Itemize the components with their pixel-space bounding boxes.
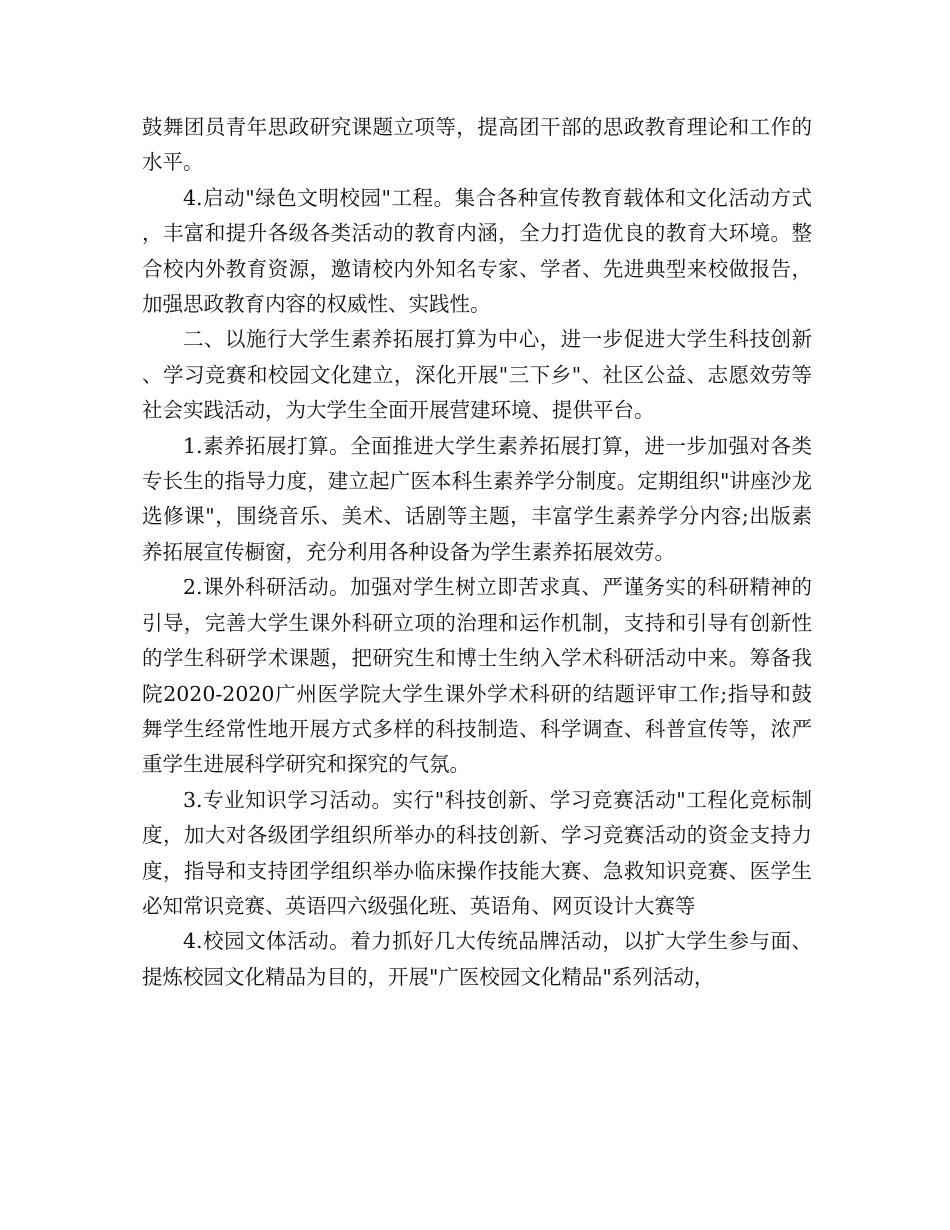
paragraph-quality-expansion: 1.素养拓展打算。全面推进大学生素养拓展打算，进一步加强对各类专长生的指导力度，建立起广医本科生素养学分制度。定期组织"讲座沙龙选修课"，围绕音乐、美术、话剧等主题，丰富学生素养学分内容;出版素养拓展宣传橱窗，充分利用各种设备为学生素养拓展效劳。: [142, 433, 812, 564]
paragraph-green-campus: 4.启动"绿色文明校园"工程。集合各种宣传教育载体和文化活动方式，丰富和提升各级各类活动的教育内涵，全力打造优良的教育大环境。整合校内外教育资源，邀请校内外知名专家、学者、先进典型来校做报告，加强思政教育内容的权威性、实践性。: [142, 185, 812, 317]
paragraph-campus-culture: 4.校园文体活动。着力抓好几大传统品牌活动，以扩大学生参与面、提炼校园文化精品为目的，开展"广医校园文化精品"系列活动，: [142, 929, 812, 989]
document-body: [142, 110, 812, 995]
paragraph-continuation: 鼓舞团员青年思政研究课题立项等，提高团干部的思政教育理论和工作的水平。: [142, 115, 812, 175]
paragraph-professional-learning: 3.专业知识学习活动。实行"科技创新、学习竞赛活动"工程化竞标制度，加大对各级团学组织所举办的科技创新、学习竞赛活动的资金支持力度，指导和支持团学组织举办临床操作技能大赛、急救知识竞赛、医学生必知常识竞赛、英语四六级强化班、英语角、网页设计大赛等: [142, 787, 812, 918]
paragraph-section-two: 二、以施行大学生素养拓展打算为中心，进一步促进大学生科技创新、学习竞赛和校园文化建立，深化开展"三下乡"、社区公益、志愿效劳等社会实践活动，为大学生全面开展营建环境、提供平台。: [142, 327, 812, 423]
paragraph-extracurricular-research: 2.课外科研活动。加强对学生树立即苦求真、严谨务实的科研精神的引导，完善大学生课外科研立项的治理和运作机制，支持和引导有创新性的学生科研学术课题，把研究生和博士生纳入学术科研活动中来。筹备我院2020-2020广州医学院大学生课外学术科研的结题评审工作;指导和鼓舞学生经常性地开展方式多样的科技制造、科学调查、科普宣传等，浓严重学生进展科学研究和探究的气氛。: [142, 575, 812, 777]
